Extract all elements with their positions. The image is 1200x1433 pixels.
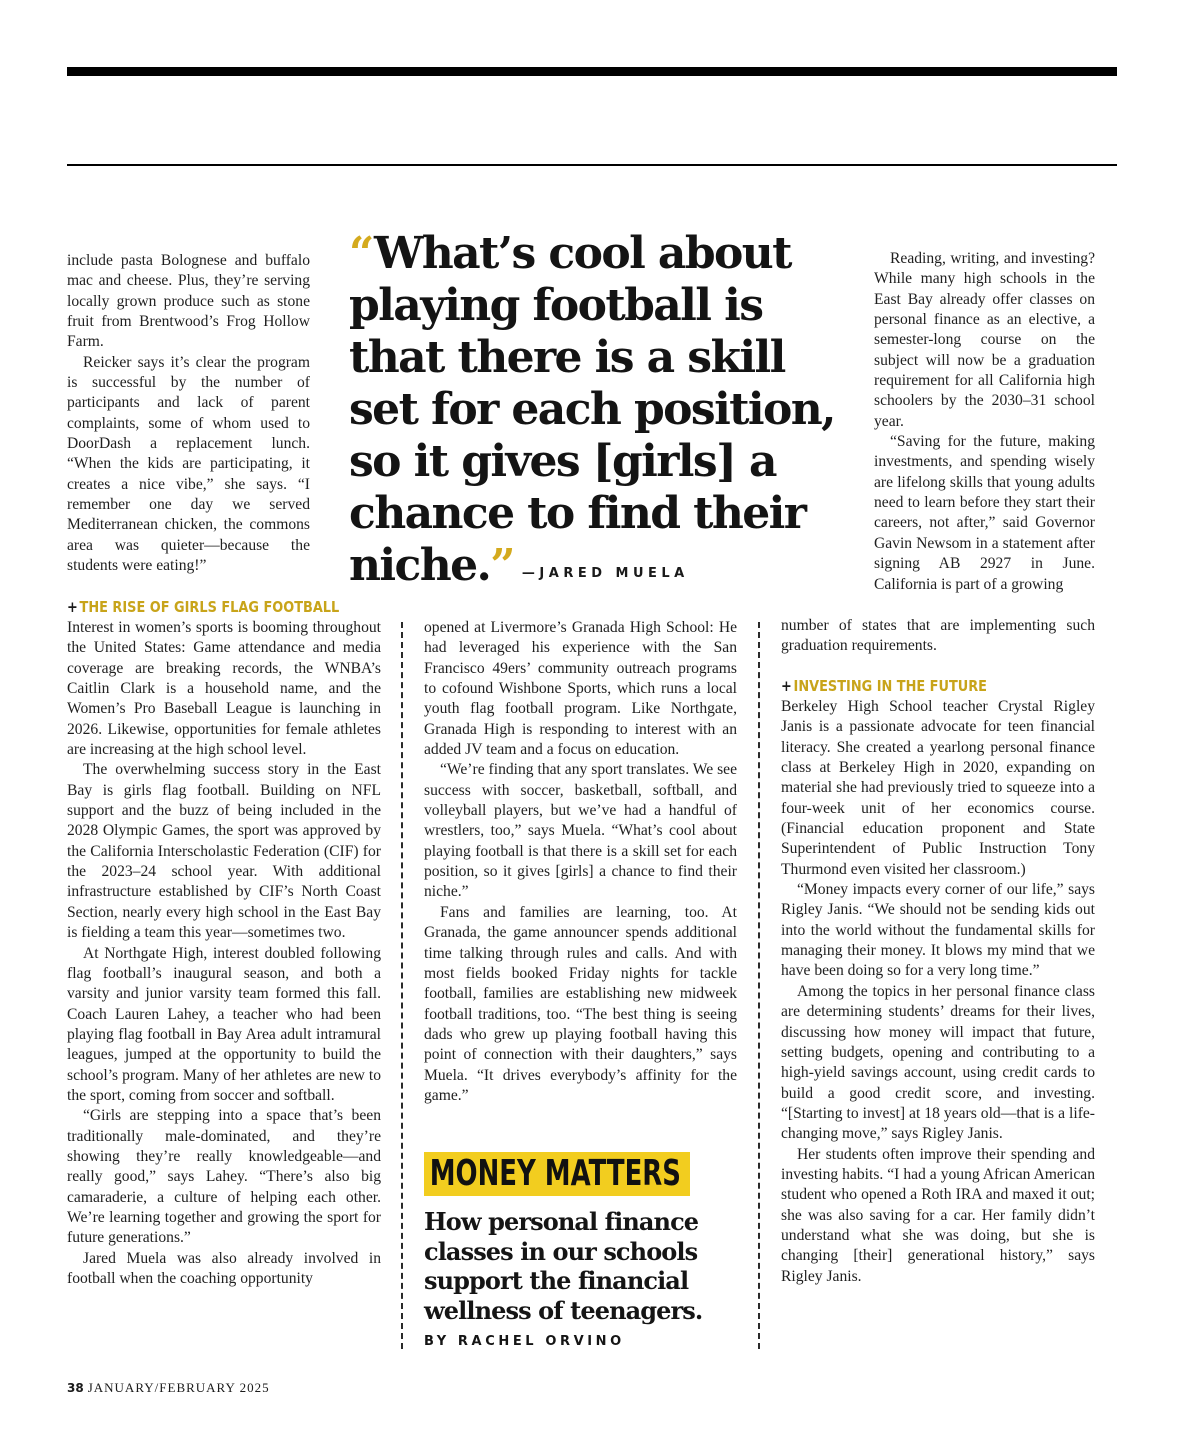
pull-quote-text: What’s cool about playing football is that there is a skill set for each position, so it gives [girls] a chance to find their niche. [349,228,835,591]
plus-icon: + [67,598,78,616]
subhead-investing-future [781,677,987,695]
issue-date: JANUARY/FEBRUARY 2025 [87,1380,270,1395]
paragraph: “Money impacts every corner of our life,” says Rigley Janis. “We should not be sending kids out into the world without the fundamental skills for managing their money. It blows my mind that we have been doing so for a very long time.” [781,881,1095,980]
page-folio [67,1380,270,1396]
top-rule [67,67,1117,76]
paragraph: Reading, writing, and investing? While many high schools in the East Bay already offer classes on personal finance as an elective, a semester-long course on the subject will now be a graduation requirement for all California high schoolers by the 2030–31 school year. [874,250,1095,430]
paragraph: Interest in women’s sports is booming throughout the United States: Game attendance and media coverage are breaking records, the WNBA’s Caitlin Clark is a household name, and the Women’s Pro Baseball League is launching in 2026. Likewise, opportunities for female athletes are increasing at the high school level. [67,619,381,759]
paragraph: Among the topics in her personal finance class are determining students’ dreams for their lives, discussing how money will impact that future, setting budgets, opening and contributing to a high-yield savings account, using credit cards to build a good credit score, and investing. “[Starting to invest] at 18 years old—that is a life-changing move,” says Rigley Janis. [781,982,1095,1143]
subhead-text: INVESTING IN THE FUTURE [793,677,987,695]
paragraph: opened at Livermore’s Granada High School: He had leveraged his experience with the San Francisco 49ers’ community outreach programs to cofound Wishbone Sports, which runs a local youth flag football program. Like Northgate, Granada High is responding to interest with an added JV team and a focus on education. [424,619,737,759]
paragraph: number of states that are implementing such graduation requirements. [781,617,1095,655]
paragraph: “Girls are stepping into a space that’s been traditionally male-dominated, and they’re showing they’re really knowledgeable—and really good,” says Lahey. “There’s also big camaraderie, a culture of helping each other. We’re learning together and growing the sport for future generations.” [67,1107,381,1247]
page-number: 38 [67,1381,84,1395]
paragraph: Jared Muela was also already involved in football when the coaching opportunity [67,1249,381,1287]
column-3-top-text [874,249,1095,595]
paragraph: “We’re finding that any sport translates. We see success with soccer, basketball, softball, and volleyball players, but we’ve had a handful of wrestlers, too,” says Muela. “What’s cool about playing football is that there is a skill set for each position, so it gives [girls] a chance to find their niche.” [424,761,737,901]
money-matters-label [424,1152,690,1196]
open-quote-mark: “ [349,228,374,279]
paragraph: Reicker says it’s clear the program is successful by the number of participants and lack of parent complaints, some of whom used to DoorDash a replacement lunch. “When the kids are participating, it creates a nice vibe,” she says. “I remember one day we served Mediterranean chicken, the commons area was quieter—because the students were eating!” [67,353,310,575]
paragraph: Her students often improve their spending and investing habits. “I had a young African American student who opened a Roth IRA and maxed it out; she was also saving for a car. Her family didn’t understand what she was doing, but she is changing [their] generational history,” says Rigley Janis. [781,1145,1095,1285]
pull-quote [349,228,859,600]
header-rule [67,164,1117,166]
article-deck: How personal finance classes in our schools support the financial wellness of teenagers. [424,1207,703,1325]
column-1-text [67,618,381,1289]
close-quote-mark: ” [490,540,514,591]
paragraph: Fans and families are learning, too. At Granada, the game announcer spends additional time talking through rules and calls. And with most fields booked Friday nights for tackle football, families are establishing new midweek football traditions, too. “The best thing is seeing dads who grew up playing football having this point of connection with their daughters,” says Muela. “It drives everybody’s affinity for the game.” [424,903,737,1104]
paragraph: include pasta Bolognese and buffalo mac and cheese. Plus, they’re serving locally grown produce such as stone fruit from Brentwood’s Frog Hollow Farm. [67,252,310,351]
pull-quote-attribution: —JARED MUELA [521,566,689,581]
plus-icon: + [781,677,792,695]
column-3-text [781,697,1095,1287]
column-1-top-text [67,251,310,577]
paragraph: Berkeley High School teacher Crystal Rigley Janis is a passionate advocate for teen financial literacy. She created a yearlong personal finance class at Berkeley High in 2020, expanding on material she had previously tried to squeeze into a four-week unit of her economics course. (Financial education proponent and State Superintendent of Public Instruction Tony Thurmond even visited her classroom.) [781,698,1095,878]
column-2-text [424,618,737,1106]
paragraph: The overwhelming success story in the East Bay is girls flag football. Building on NFL support and the buzz of being included in the 2028 Olympic Games, the sport was approved by the California Interscholastic Federation (CIF) for the 2023–24 school year. With additional infrastructure established by CIF’s North Coast Section, nearly every high school in the East Bay is fielding a team this year—sometimes two. [67,761,381,942]
subhead-girls-flag-football [67,598,339,616]
column-3-continuation [781,616,1095,657]
paragraph: At Northgate High, interest doubled following flag football’s inaugural season, and both a varsity and junior varsity team formed this fall. Coach Lauren Lahey, a teacher who had been playing flag football in Bay Area adult intramural leagues, jumped at the opportunity to build the school’s program. Many of her athletes are new to the sport, coming from soccer and softball. [67,944,381,1104]
column-divider [758,622,760,1349]
money-matters-label-text: MONEY MATTERS [429,1153,681,1194]
byline: BY RACHEL ORVINO [424,1334,625,1349]
column-divider [401,622,403,1349]
subhead-text: THE RISE OF GIRLS FLAG FOOTBALL [79,598,340,616]
paragraph: “Saving for the future, making investments, and spending wisely are lifelong skills that young adults need to learn before they start their careers, not after,” said Governor Gavin Newsom in a statement after signing AB 2927 in June. California is part of a growing [874,433,1095,593]
